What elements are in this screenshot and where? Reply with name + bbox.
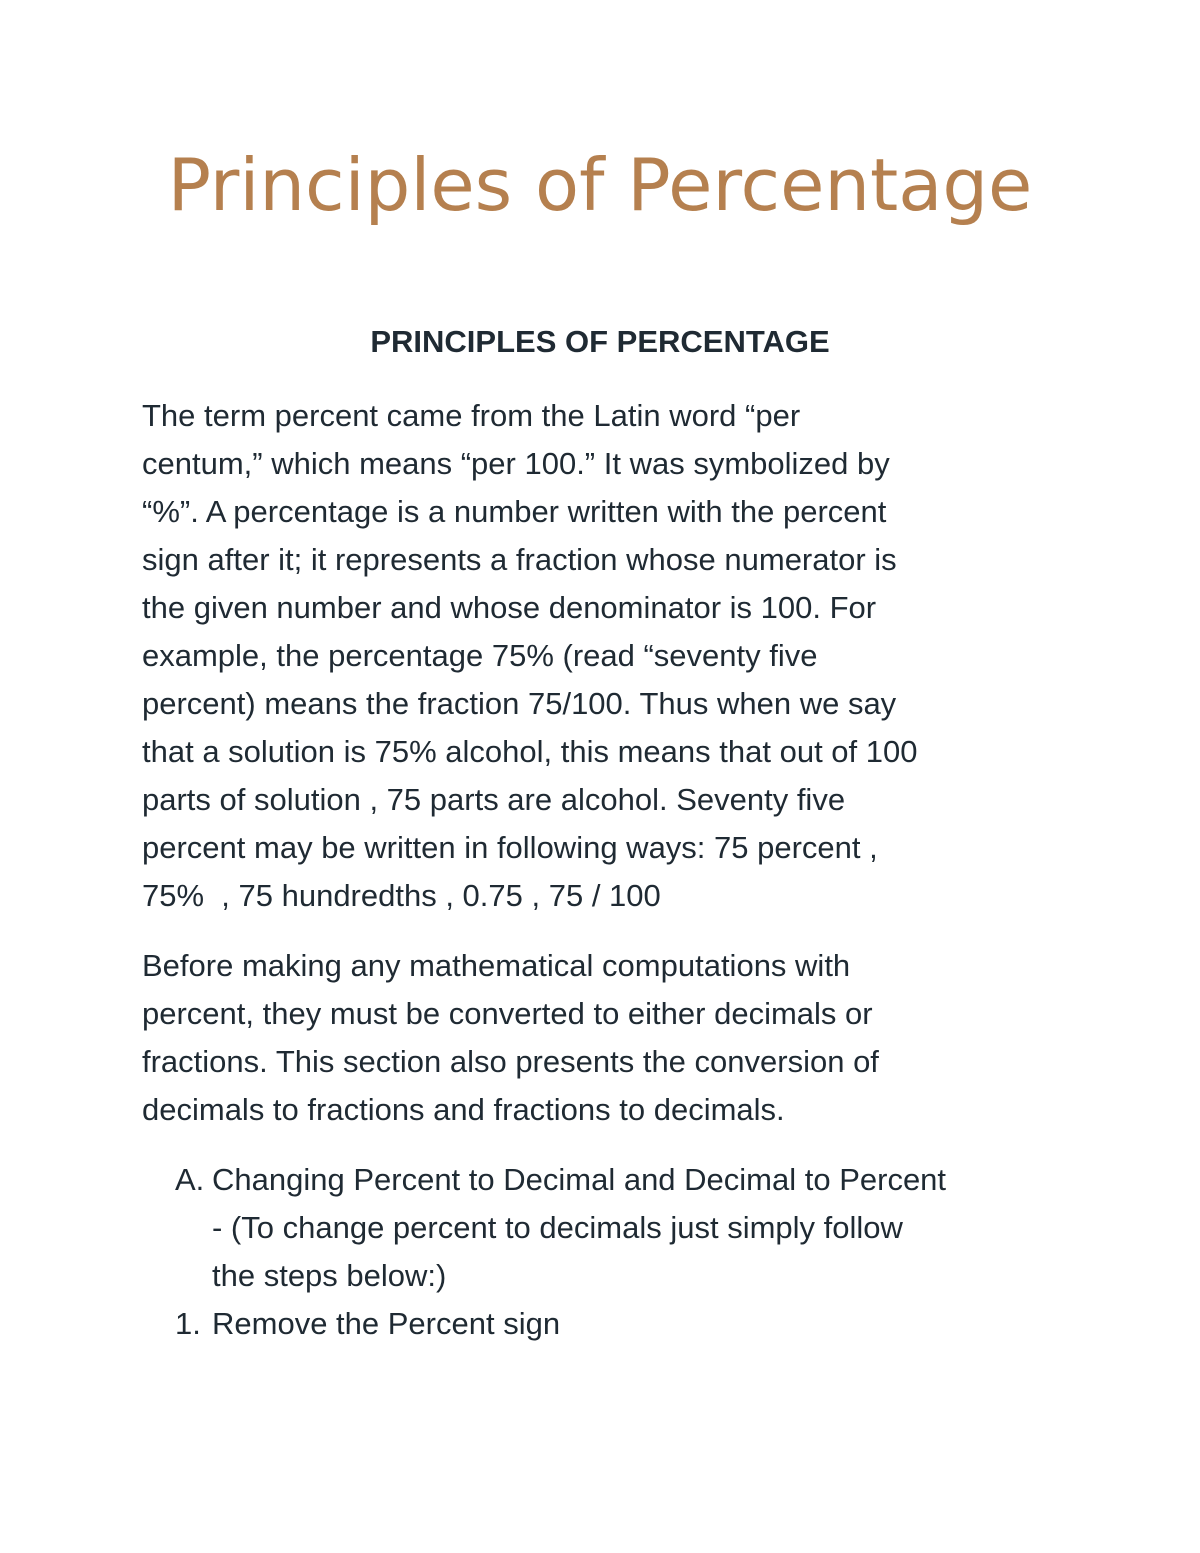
paragraph-line: that a solution is 75% alcohol, this means that out of 100 <box>142 734 918 769</box>
list-marker: 1. <box>175 1306 201 1341</box>
document-title: Principles of Percentage <box>167 143 1033 227</box>
paragraph-line: decimals to fractions and fractions to decimals. <box>142 1092 785 1127</box>
list-item <box>0 1300 1200 1348</box>
paragraph-conversion <box>142 942 1062 1134</box>
steps-list <box>0 1156 1200 1348</box>
list-line: the steps below:) <box>212 1258 447 1293</box>
paragraph-line: parts of solution , 75 parts are alcohol. Seventy five <box>142 782 846 817</box>
paragraph-line: percent may be written in following ways: 75 percent , <box>142 830 878 865</box>
paragraph-intro <box>142 392 1062 920</box>
paragraph-line: The term percent came from the Latin word “per <box>142 398 801 433</box>
list-item-text <box>212 1300 1072 1348</box>
paragraph-line: the given number and whose denominator is 100. For <box>142 590 877 625</box>
list-line: Remove the Percent sign <box>212 1306 561 1341</box>
paragraph-line: centum,” which means “per 100.” It was symbolized by <box>142 446 890 481</box>
section-heading: PRINCIPLES OF PERCENTAGE <box>370 324 830 359</box>
list-line: Changing Percent to Decimal and Decimal to Percent <box>212 1162 947 1197</box>
list-item-text <box>212 1156 1072 1300</box>
paragraph-line: “%”. A percentage is a number written with the percent <box>142 494 887 529</box>
list-marker: A. <box>175 1162 205 1197</box>
paragraph-line: fractions. This section also presents the conversion of <box>142 1044 879 1079</box>
paragraph-line: 75% , 75 hundredths , 0.75 , 75 / 100 <box>142 878 661 913</box>
paragraph-line: sign after it; it represents a fraction whose numerator is <box>142 542 897 577</box>
paragraph-line: Before making any mathematical computations with <box>142 948 851 983</box>
paragraph-line: example, the percentage 75% (read “seventy five <box>142 638 818 673</box>
paragraph-line: percent, they must be converted to either decimals or <box>142 996 873 1031</box>
list-line: - (To change percent to decimals just simply follow <box>212 1210 903 1245</box>
list-item <box>0 1156 1200 1300</box>
paragraph-line: percent) means the fraction 75/100. Thus when we say <box>142 686 897 721</box>
